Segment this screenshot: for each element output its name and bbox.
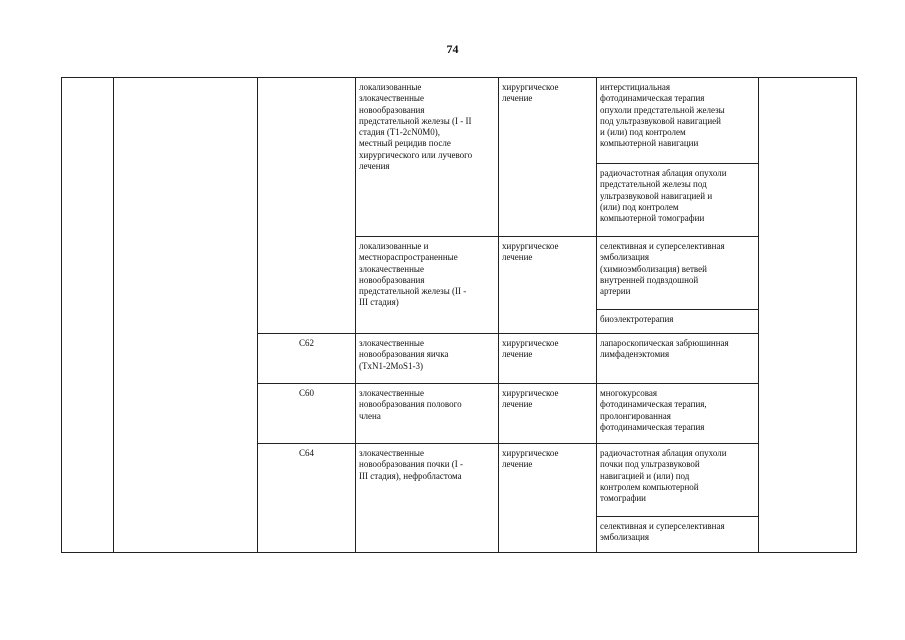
method-text: селективная и суперселективная эмболизация [600,521,725,543]
treatment-type-text: хирургическое лечение [502,338,559,360]
treatment-type-cell [499,334,597,384]
treatment-type-text: хирургическое лечение [502,241,559,263]
code-cell [258,444,356,553]
code-text: C60 [298,388,314,398]
treatment-type-cell [499,78,597,237]
diagnosis-text: локализованные злокачественные новообразования предстательной железы (I - II стадия (T1-2cN0M0), местный рецидив после хирургического или лучевого лечения [359,82,473,172]
method-text: радиочастотная аблация опухоли предстательной железы под ультразвуковой навигацией и (или) под контролем компьютерной томографии [600,168,727,224]
diagnosis-text: злокачественные новообразования полового члена [359,388,462,421]
diagnosis-cell [356,78,499,237]
method-cell [597,310,759,334]
treatment-table [61,77,857,553]
code-text: C64 [298,448,314,458]
method-text: лапароскопическая забрюшинная лимфаденэктомия [600,338,729,360]
method-cell [597,334,759,384]
method-cell [597,384,759,444]
method-cell [597,164,759,237]
treatment-type-text: хирургическое лечение [502,448,559,470]
method-text: интерстициальная фотодинамическая терапия опухоли предстательной железы под ультразвуковой навигацией и (или) под контролем компьютерной навигации [600,82,725,149]
method-cell [597,78,759,164]
table-row [62,78,857,164]
code-text: C62 [298,338,314,348]
empty-cell [62,78,114,553]
method-text: селективная и суперселективная эмболизация (химиоэмболизация) ветвей внутренней подвздошной артерии [600,241,725,297]
treatment-type-cell [499,237,597,334]
code-cell [258,334,356,384]
method-cell [597,517,759,553]
method-text: многокурсовая фотодинамическая терапия, пролонгированная фотодинамическая терапия [600,388,707,432]
empty-cell [759,78,857,553]
treatment-type-cell [499,444,597,553]
treatment-type-text: хирургическое лечение [502,388,559,410]
diagnosis-cell [356,384,499,444]
treatment-type-text: хирургическое лечение [502,82,559,104]
diagnosis-cell [356,237,499,334]
method-cell [597,444,759,517]
diagnosis-cell [356,334,499,384]
method-text: радиочастотная аблация опухоли почки под ультразвуковой навигацией и (или) под контролем компьютерной томографии [600,448,727,504]
method-text: биоэлектротерапия [600,314,674,324]
treatment-type-cell [499,384,597,444]
diagnosis-text: локализованные и местнораспространенные злокачественные новообразования предстательной железы (II - III стадия) [359,241,467,308]
empty-cell [114,78,258,553]
code-cell [258,384,356,444]
diagnosis-text: злокачественные новообразования яичка (TxN1-2MoS1-3) [359,338,449,371]
method-cell [597,237,759,310]
page-number: 74 [446,42,459,56]
code-cell [258,78,356,334]
diagnosis-text: злокачественные новообразования почки (I - III стадия), нефробластома [359,448,464,481]
diagnosis-cell [356,444,499,553]
